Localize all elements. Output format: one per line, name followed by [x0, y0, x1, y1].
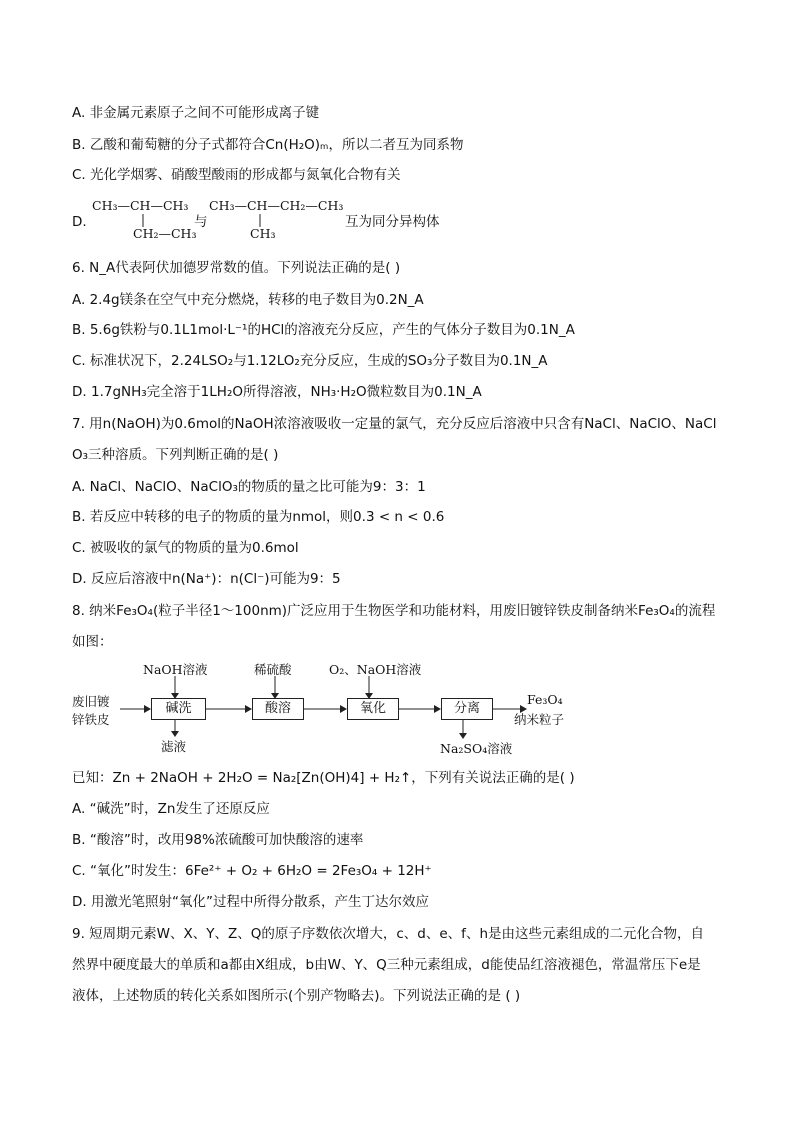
flow-waste-na2so4: Na₂SO₄溶液 [440, 741, 513, 756]
q6-option-a: A. 2.4g镁条在空气中充分燃烧，转移的电子数目为0.2N_A [72, 292, 424, 308]
q8-option-a: A. “碱洗”时，Zn发生了还原反应 [72, 801, 270, 817]
q5-option-d-prefix: D. [72, 214, 87, 230]
q7-option-a: A. NaCl、NaClO、NaClO₃的物质的量之比可能为9：3：1 [72, 479, 426, 495]
flow-reagent-naoh: NaOH溶液 [143, 662, 208, 677]
q8-stem-line-1: 8. 纳米Fe₃O₄(粒子半径1～100nm)广泛应用于生物医学和功能材料，用废旧镀锌铁皮制备纳米Fe₃O₄的流程 [72, 603, 716, 619]
flow-product-name: 纳米粒子 [514, 712, 565, 727]
q9-stem-line-3: 液体，上述物质的转化关系如图所示(个别产物略去)。下列说法正确的是 ( ) [72, 988, 521, 1004]
q5-d-molecule-2-chain: CH₃—CH—CH₂—CH₃ [209, 198, 344, 213]
q5-option-a: A. 非金属元素原子之间不可能形成离子键 [72, 105, 320, 121]
arrowhead [434, 705, 441, 713]
q6-option-c: C. 标准状况下，2.24LSO₂与1.12LO₂充分反应，生成的SO₃分子数目为0.1N_A [72, 353, 548, 369]
flow-start-line-2: 锌铁皮 [72, 712, 110, 727]
q5-d-molecule-1-chain: CH₃—CH—CH₃ [92, 198, 189, 213]
q5-d-molecule-1-branch: CH₂—CH₃ [133, 226, 197, 241]
arrowhead [340, 705, 347, 713]
flow-step-oxidation: 氧化 [347, 698, 399, 720]
flow-step-acid-dissolve: 酸溶 [252, 698, 304, 720]
q8-known: 已知：Zn + 2NaOH + 2H₂O = Na₂[Zn(OH)4] + H₂↑，下列有关说法正确的是( ) [72, 770, 575, 786]
q8-option-d: D. 用激光笔照射“氧化”过程中所得分散系，产生丁达尔效应 [72, 894, 429, 910]
flow-reagent-dilute-h2so4: 稀硫酸 [254, 662, 292, 677]
q9-stem-line-1: 9. 短周期元素W、X、Y、Z、Q的原子序数依次增大，c、d、e、f、h是由这些元素组成的二元化合物，自 [72, 926, 704, 942]
flow-start-line-1: 废旧镀 [72, 694, 110, 709]
q5-option-b: B. 乙酸和葡萄糖的分子式都符合Cn(H₂O)ₘ，所以二者互为同系物 [72, 137, 464, 153]
flow-step-separation: 分离 [441, 698, 493, 720]
q5-d-molecule-2-branch: CH₃ [250, 226, 276, 241]
q5-d-connector: 与 [194, 214, 208, 230]
q7-option-b: B. 若反应中转移的电子的物质的量为nmol，则0.3 < n < 0.6 [72, 509, 445, 525]
q7-option-c: C. 被吸收的氯气的物质的量为0.6mol [72, 540, 299, 556]
q8-option-c: C. “氧化”时发生：6Fe²⁺ + O₂ + 6H₂O = 2Fe₃O₄ + 12H⁺ [72, 863, 432, 879]
q9-stem-line-2: 然界中硬度最大的单质和a都由X组成，b由W、Y、Q三种元素组成，d能使品红溶液褪色，常温常压下e是 [72, 957, 701, 973]
flow-step-alkali-wash: 碱洗 [151, 698, 206, 720]
q7-stem-line-2: O₃三种溶质。下列判断正确的是( ) [72, 447, 279, 463]
arrowhead [144, 705, 151, 713]
q8-option-b: B. “酸溶”时，改用98%浓硫酸可加快酸溶的速率 [72, 832, 364, 848]
q6-option-b: B. 5.6g铁粉与0.1L1mol·L⁻¹的HCl的溶液充分反应，产生的气体分子数目为0.1N_A [72, 322, 575, 338]
q7-option-d: D. 反应后溶液中n(Na⁺)：n(Cl⁻)可能为9：5 [72, 571, 341, 587]
q5-option-d-suffix: 互为同分异构体 [345, 214, 440, 230]
arrowhead [245, 705, 252, 713]
q6-stem: 6. N_A代表阿伏加德罗常数的值。下列说法正确的是( ) [72, 260, 401, 276]
flow-reagent-o2-naoh: O₂、NaOH溶液 [329, 662, 422, 677]
flow-product-formula: Fe₃O₄ [527, 692, 563, 707]
flow-waste-filtrate: 滤液 [161, 739, 187, 754]
q8-stem-line-2: 如图： [72, 634, 113, 650]
q7-stem-line-1: 7. 用n(NaOH)为0.6mol的NaOH浓溶液吸收一定量的氯气，充分反应后溶液中只含有NaCl、NaClO、NaCl [72, 416, 717, 432]
q6-option-d: D. 1.7gNH₃完全溶于1LH₂O所得溶液，NH₃·H₂O微粒数目为0.1N_A [72, 384, 482, 400]
q5-option-c: C. 光化学烟雾、硝酸型酸雨的形成都与氮氧化合物有关 [72, 167, 401, 183]
